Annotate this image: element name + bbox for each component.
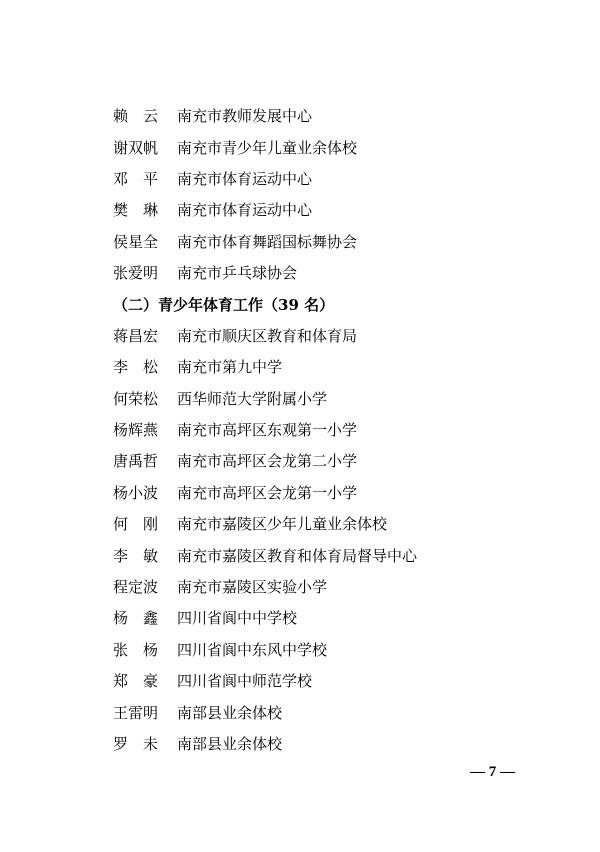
list-item xyxy=(113,697,553,728)
list-item xyxy=(113,164,553,195)
list-item xyxy=(113,195,553,226)
person-name: 王雷明 xyxy=(113,703,159,722)
organization: 四川省阆中东风中学校 xyxy=(177,640,328,659)
person-name: 杨 鑫 xyxy=(113,609,159,628)
organization: 南充市高坪区会龙第一小学 xyxy=(177,483,358,502)
person-name: 杨小波 xyxy=(113,483,159,502)
list-item xyxy=(113,132,553,163)
organization: 南充市体育运动中心 xyxy=(177,169,313,188)
list-item xyxy=(113,478,553,509)
list-item xyxy=(113,603,553,634)
list-item xyxy=(113,415,553,446)
person-name: 赖 云 xyxy=(113,107,159,126)
organization: 南部县业余体校 xyxy=(177,703,283,722)
organization: 南部县业余体校 xyxy=(177,735,283,753)
organization: 南充市嘉陵区教育和体育局督导中心 xyxy=(177,546,418,565)
list-item xyxy=(113,321,553,352)
person-name: 张 杨 xyxy=(113,640,159,659)
list-item xyxy=(113,540,553,571)
list-item xyxy=(113,352,553,383)
organization: 南充市高坪区东观第一小学 xyxy=(177,421,358,440)
person-name: 罗 未 xyxy=(113,735,159,753)
organization: 南充市顺庆区教育和体育局 xyxy=(177,326,358,345)
organization: 南充市体育舞蹈国标舞协会 xyxy=(177,232,358,251)
list-item xyxy=(113,572,553,603)
organization: 南充市第九中学 xyxy=(177,358,283,377)
list-item xyxy=(113,635,553,666)
organization: 四川省阆中师范学校 xyxy=(177,672,313,691)
list-item xyxy=(113,446,553,477)
organization: 南充市体育运动中心 xyxy=(177,201,313,220)
list-item xyxy=(113,101,553,132)
person-name: 谢双帆 xyxy=(113,138,159,157)
person-name: 李 松 xyxy=(113,358,159,377)
person-name: 侯星全 xyxy=(113,232,159,251)
organization: 南充市青少年儿童业余体校 xyxy=(177,138,358,157)
name-list xyxy=(113,101,553,760)
person-name: 何 刚 xyxy=(113,515,159,534)
organization: 西华师范大学附属小学 xyxy=(177,389,328,408)
person-name: 蒋昌宏 xyxy=(113,326,159,345)
organization: 南充市高坪区会龙第二小学 xyxy=(177,452,358,471)
list-item xyxy=(113,666,553,697)
organization: 南充市教师发展中心 xyxy=(177,107,313,126)
list-item xyxy=(113,729,553,760)
organization: 南充市乒乓球协会 xyxy=(177,264,298,283)
person-name: 李 敏 xyxy=(113,546,159,565)
person-name: 程定波 xyxy=(113,578,159,597)
organization: 南充市嘉陵区少年儿童业余体校 xyxy=(177,515,388,534)
person-name: 何荣松 xyxy=(113,389,159,408)
organization: 南充市嘉陵区实验小学 xyxy=(177,578,328,597)
person-name: 唐禹哲 xyxy=(113,452,159,471)
person-name: 郑 豪 xyxy=(113,672,159,691)
list-item xyxy=(113,384,553,415)
list-item xyxy=(113,227,553,258)
person-name: 张爱明 xyxy=(113,264,159,283)
person-name: 樊 琳 xyxy=(113,201,159,220)
list-item xyxy=(113,509,553,540)
section-heading: （二）青少年体育工作（39 名） xyxy=(113,295,335,314)
list-item xyxy=(113,258,553,289)
organization: 四川省阆中中学校 xyxy=(177,609,298,628)
person-name: 邓 平 xyxy=(113,169,159,188)
page-number: — 7 — xyxy=(470,764,515,780)
person-name: 杨辉燕 xyxy=(113,421,159,440)
